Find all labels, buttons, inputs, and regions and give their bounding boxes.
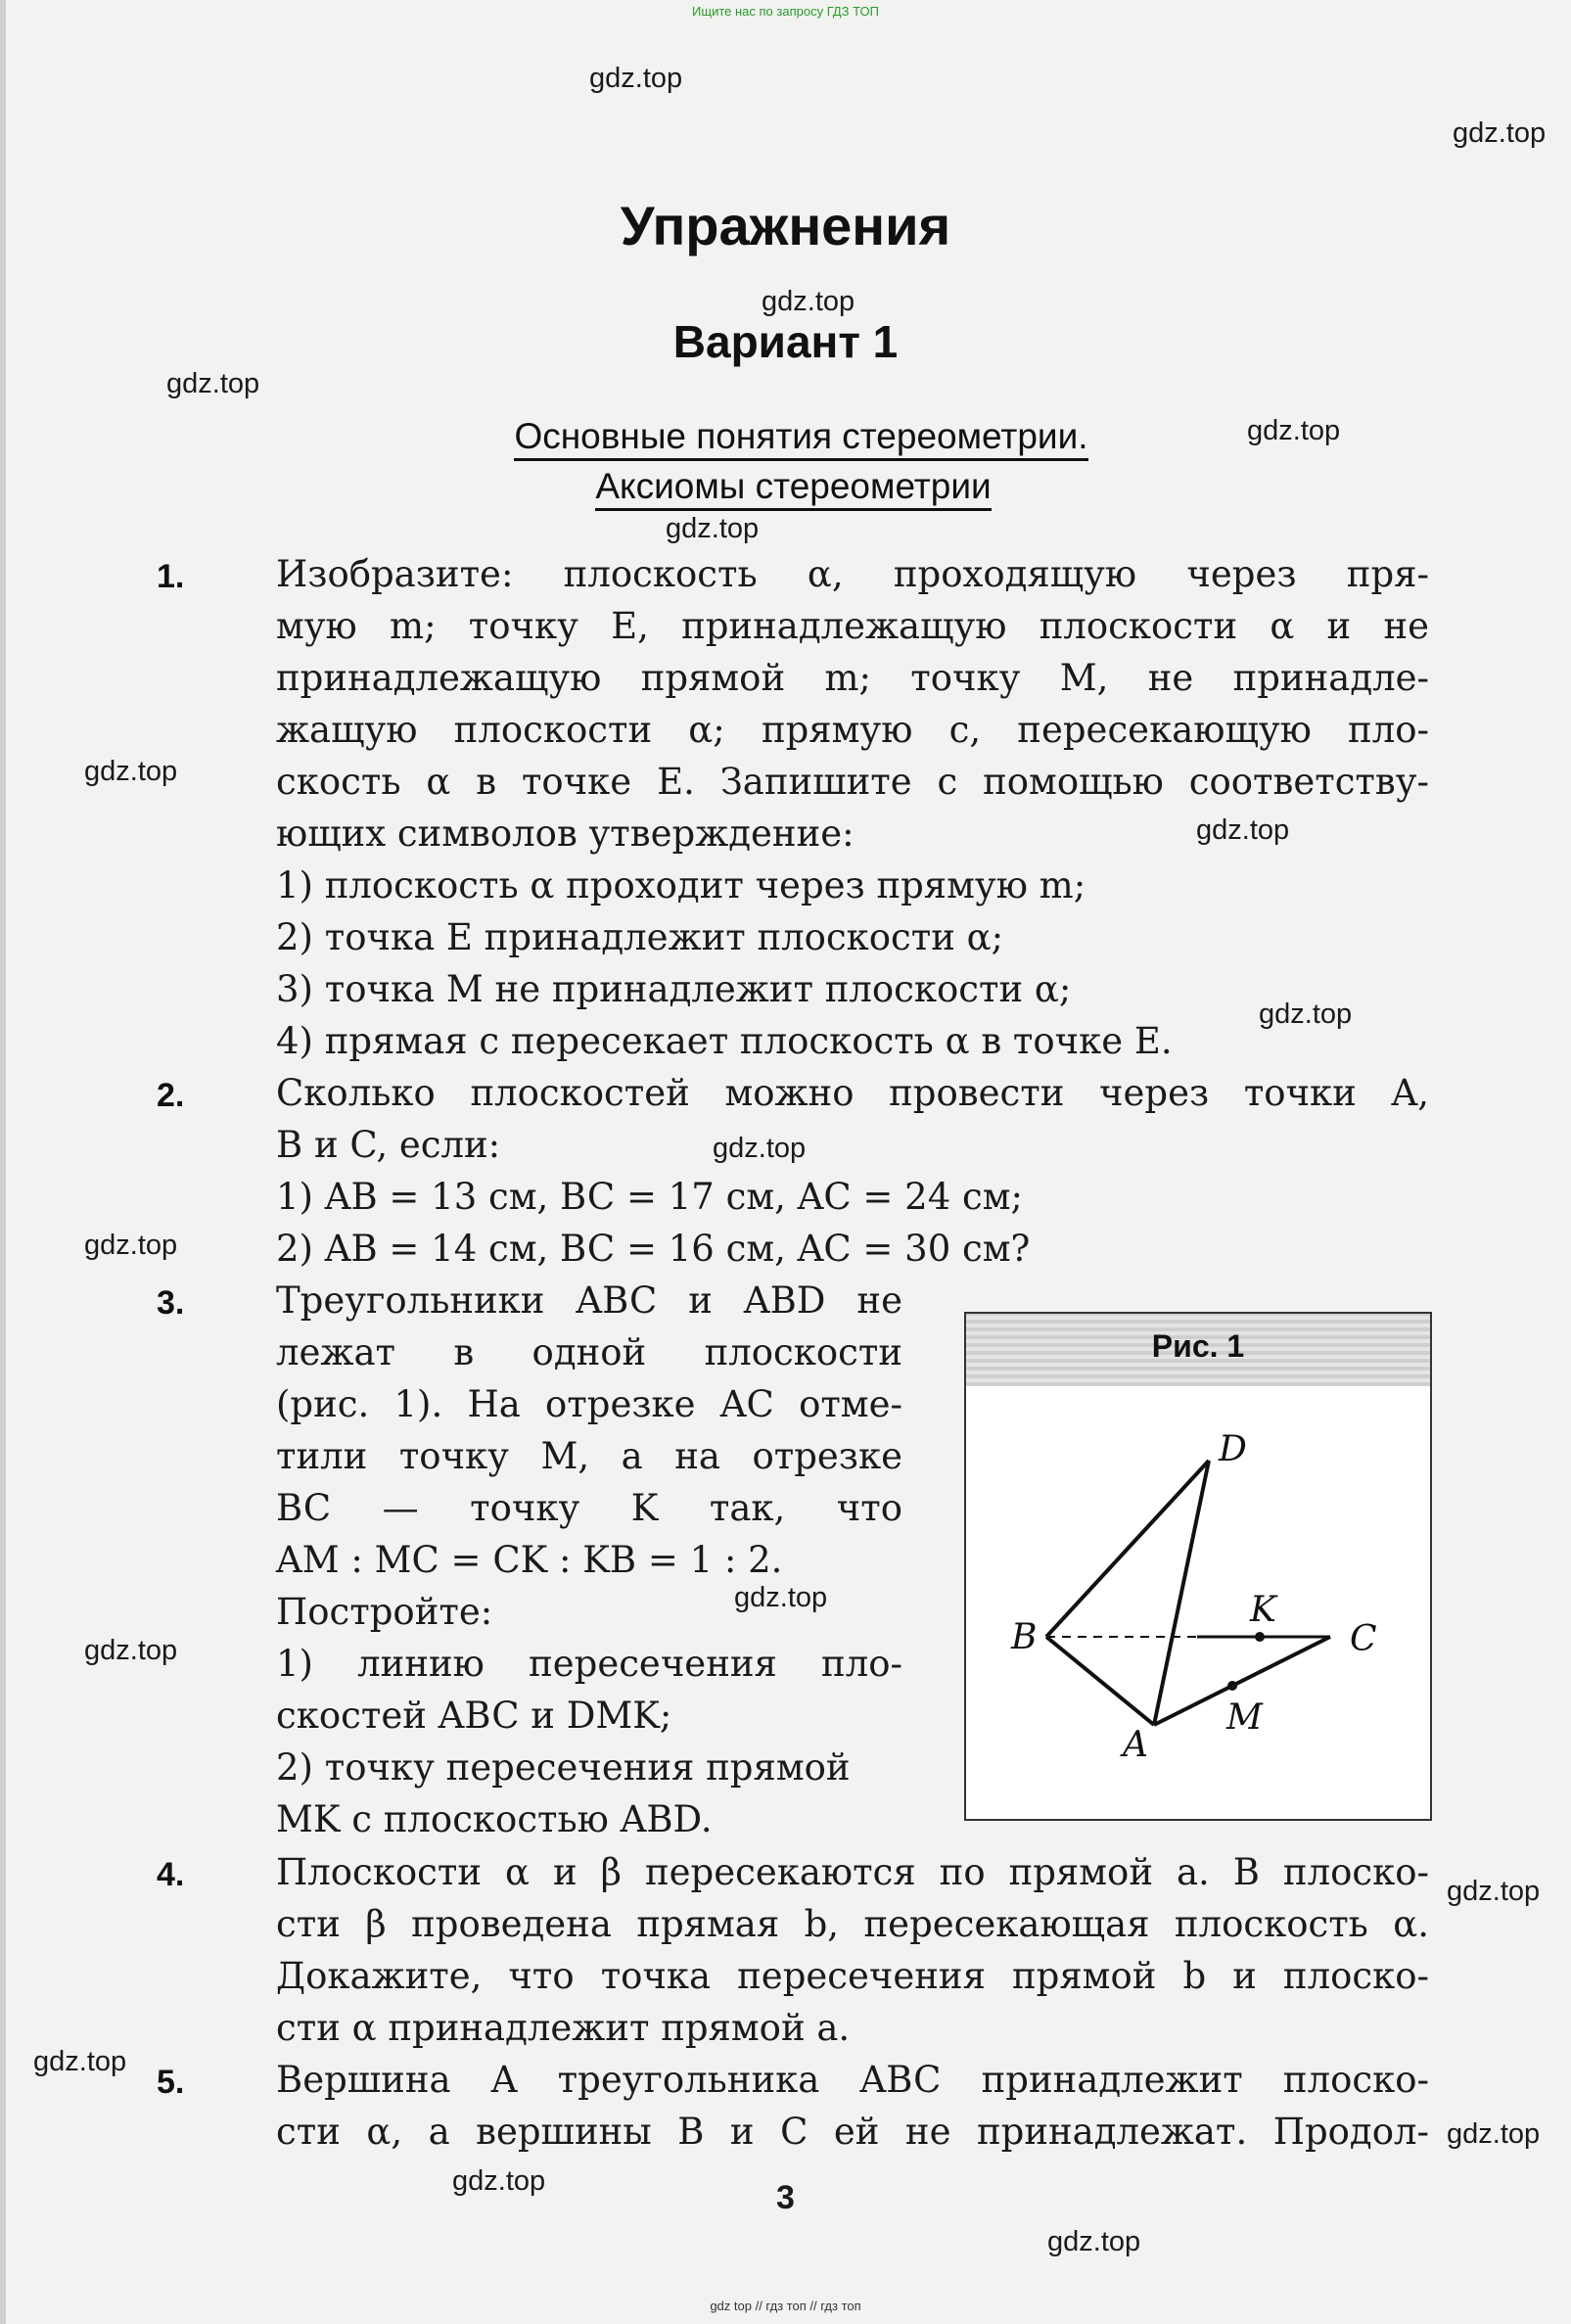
watermark: gdz.top [713,1133,807,1164]
task-number: 3. [157,1284,185,1322]
watermark: gdz.top [84,756,178,787]
task-text-line: лежат в одной плоскости [276,1331,902,1373]
watermark: gdz.top [1196,814,1290,846]
task-text-line: принадлежащую прямой m; точку M, не принадле- [276,657,1429,699]
variant-heading: Вариант 1 [672,316,899,367]
task-text-line: MK с плоскостью ABD. [276,1798,713,1840]
page-number: 3 [776,2179,795,2216]
edge-DB [1046,1461,1209,1637]
edge-DA [1154,1461,1209,1725]
label-D: D [1219,1429,1247,1469]
watermark: gdz.top [734,1582,828,1613]
section-heading-line-2 [8,466,1571,507]
task-text-line: 2) точка E принадлежит плоскости α; [276,916,1004,958]
task-text-line: жащую плоскости α; прямую c, пересекающую пло- [276,709,1429,751]
figure-caption: Рис. 1 [1151,1328,1245,1364]
watermark: gdz.top [666,513,760,544]
task-text-line: Вершина A треугольника ABC принадлежит плоско- [276,2059,1429,2101]
watermark: gdz.top [1453,117,1547,149]
task-text-line: Треугольники ABC и ABD не [276,1279,902,1322]
task-text-line: Плоскости α и β пересекаются по прямой a. В плоско- [276,1851,1429,1893]
label-A: A [1123,1725,1148,1765]
watermark: gdz.top [1447,1876,1541,1907]
watermark: gdz.top [762,286,855,317]
task-text-line: 4) прямая c пересекает плоскость α в точке E. [276,1020,1173,1062]
task-text-line: ющих символов утверждение: [276,813,855,855]
section-heading-text: Аксиомы стереометрии [595,466,991,511]
watermark: gdz.top [33,2046,127,2077]
watermark: gdz.top [84,1635,178,1666]
watermark: gdz.top [166,368,260,399]
label-B: B [1011,1617,1038,1657]
task-number: 1. [157,558,185,595]
task-number: 5. [157,2064,185,2101]
watermark: gdz.top [1259,999,1353,1030]
task-text-line: 3) точка M не принадлежит плоскости α; [276,968,1072,1010]
task-text-line: 1) плоскость α проходит через прямую m; [276,864,1086,906]
task-text-line: сти α принадлежит прямой a. [276,2007,851,2049]
task-text-line: Докажите, что точка пересечения прямой b и плоско- [276,1955,1429,1997]
task-text-line: B и C, если: [276,1124,501,1166]
task-text-line: тили точку M, а на отрезке [276,1435,902,1477]
task-text-line: сти β проведена прямая b, пересекающая плоскость α. [276,1903,1429,1945]
watermark: gdz.top [84,1230,178,1261]
watermark: gdz.top [589,63,683,94]
task-number: 4. [157,1856,185,1893]
task-text-line: BC — точку K так, что [276,1487,902,1529]
watermark: gdz.top [1247,415,1341,446]
watermark: gdz.top [452,2165,546,2197]
task-text-line: 1) линию пересечения пло- [276,1643,902,1685]
task-text-line: 2) точку пересечения прямой [276,1746,851,1789]
section-heading-text: Основные понятия стереометрии. [514,416,1087,461]
task-text-line: 2) AB = 14 см, BC = 16 см, AC = 30 см? [276,1228,1031,1270]
task-text-line: скость α в точке E. Запишите с помощью соответству- [276,761,1429,803]
task-text-line: Изобразите: плоскость α, проходящую через пря- [276,553,1429,595]
edge-BA [1046,1637,1154,1725]
point-K [1255,1632,1265,1642]
watermark: gdz.top [1047,2226,1141,2257]
task-text-line: (рис. 1). На отрезке AC отме- [276,1383,902,1425]
figure-diagram [966,1314,1430,1819]
task-text-line: 1) AB = 13 см, BC = 17 см, AC = 24 см; [276,1176,1023,1218]
task-text-line: Постройте: [276,1591,493,1633]
task-text-line: AM : MC = CK : KB = 1 : 2. [276,1539,783,1581]
label-K: K [1250,1590,1276,1630]
task-text-line: сти α, а вершины B и C ей не принадлежат. Продол- [276,2111,1429,2153]
point-M [1227,1681,1237,1691]
top-banner: Ищите нас по запросу ГДЗ ТОП [692,4,879,19]
label-M: M [1226,1697,1263,1738]
figure-1 [964,1312,1432,1821]
label-C: C [1350,1619,1377,1659]
task-text-line: Сколько плоскостей можно провести через точки A, [276,1072,1429,1114]
watermark: gdz.top [1447,2118,1541,2150]
task-text-line: скостей ABC и DMK; [276,1695,672,1737]
page-title: Упражнения [620,195,951,256]
section-heading-line-1 [16,416,1571,457]
bottom-banner: gdz top // гдз топ // гдз топ [710,2299,861,2313]
task-text-line: мую m; точку E, принадлежащую плоскости α и не [276,605,1429,647]
task-number: 2. [157,1077,185,1114]
